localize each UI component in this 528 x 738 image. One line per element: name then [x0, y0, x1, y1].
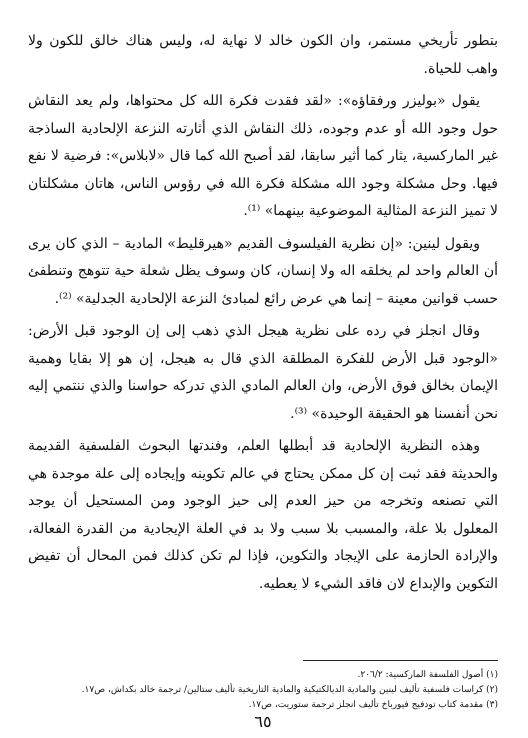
paragraph: يقول «بوليزر ورفقاؤه»: «لقد فقدت فكرة الله كل محتواها، ولم يعد النقاش حول وجود الله أو عدم وجوده، ذلك النقاش الذي أثارته النزعة الإلحادية الساذجة غير الماركسية، يثار كما أثير سابقا، لقد أصبح الله كما قال «لابلاس»: فرضية لا نفع فيها. وحل مشكلة وجود الله مشكلة فكرة الله في رؤوس الناس، هاتان مشكلتان لا تميز النزعة المثالية الموضوعية بينهما» ⁽¹⁾. — [28, 93, 498, 219]
body-text — [28, 0, 498, 598]
document-page — [28, 0, 498, 738]
footnotes — [28, 668, 498, 713]
paragraph: بتطور تأريخي مستمر، وان الكون خالد لا نهاية له، وليس هناك خالق للكون ولا واهب للحياة. — [28, 33, 498, 77]
footnote: (٢) كراسات فلسفية تأليف لينين والمادية الديالكتيكية والمادية التاريخية تأليف ستالين/ ترجمة خالد بكداش، ص١٧. — [81, 685, 498, 695]
page-number: ٦٥ — [254, 712, 272, 731]
paragraph: وقال انجلز في رده على نظرية هيجل الذي ذهب إلى إن الوجود قبل الأرض: «الوجود قبل الأرض للفكرة المطلقة الذي قال به هيجل، إن هو إلا بقايا وهمية الإيمان بخالق فوق الأرض، وان العالم المادي الذي تدركه حواسنا والذي ننتمي إليه نحن أنفسنا هو الحقيقة الوحيدة» ⁽³⁾. — [28, 323, 498, 422]
paragraph: وهذه النظرية الإلحادية قد أبطلها العلم، وفندتها البحوث الفلسفية القديمة والحديثة فقد ثبت إن كل ممكن يحتاج في عالم تكوينه وإيجاده إلى علة موجدة هي التي تصنعه وتخرجه من حيز العدم إلى حيز الوجود ومن المستحيل أن يوجد المعلول بلا علة، والمسبب بلا سبب ولا بد في العلة الإيجادية من القدرة الفعالة، والإرادة الحازمة على الإيجاد والتكوين، فإذا لم تكن كذلك فمن المحال أن تفيض التكوين والإبداع لان فاقد الشيء لا يعطيه. — [28, 438, 498, 592]
footnote: (٣) مقدمة كتاب تودفيج فيورباخ تأليف انجلز ترجمة ستوريت، ص١٧. — [248, 700, 498, 710]
footnote-divider — [303, 660, 498, 661]
paragraph: ويقول لينين: «إن نظرية الفيلسوف القديم «هيرقليط» المادية – الذي كان يرى أن العالم واحد لم يخلقه اله ولا إنسان، كان وسوف يظل شعلة حية تتوهج وتنطفئ حسب قوانين معينة – إنما هي عرض رائع لمبادئ النزعة الإلحادية الجدلية» ⁽²⁾. — [28, 235, 498, 307]
footnote: (١) أصول الفلسفة الماركسية: ٢٠٦/٢. — [357, 670, 498, 680]
